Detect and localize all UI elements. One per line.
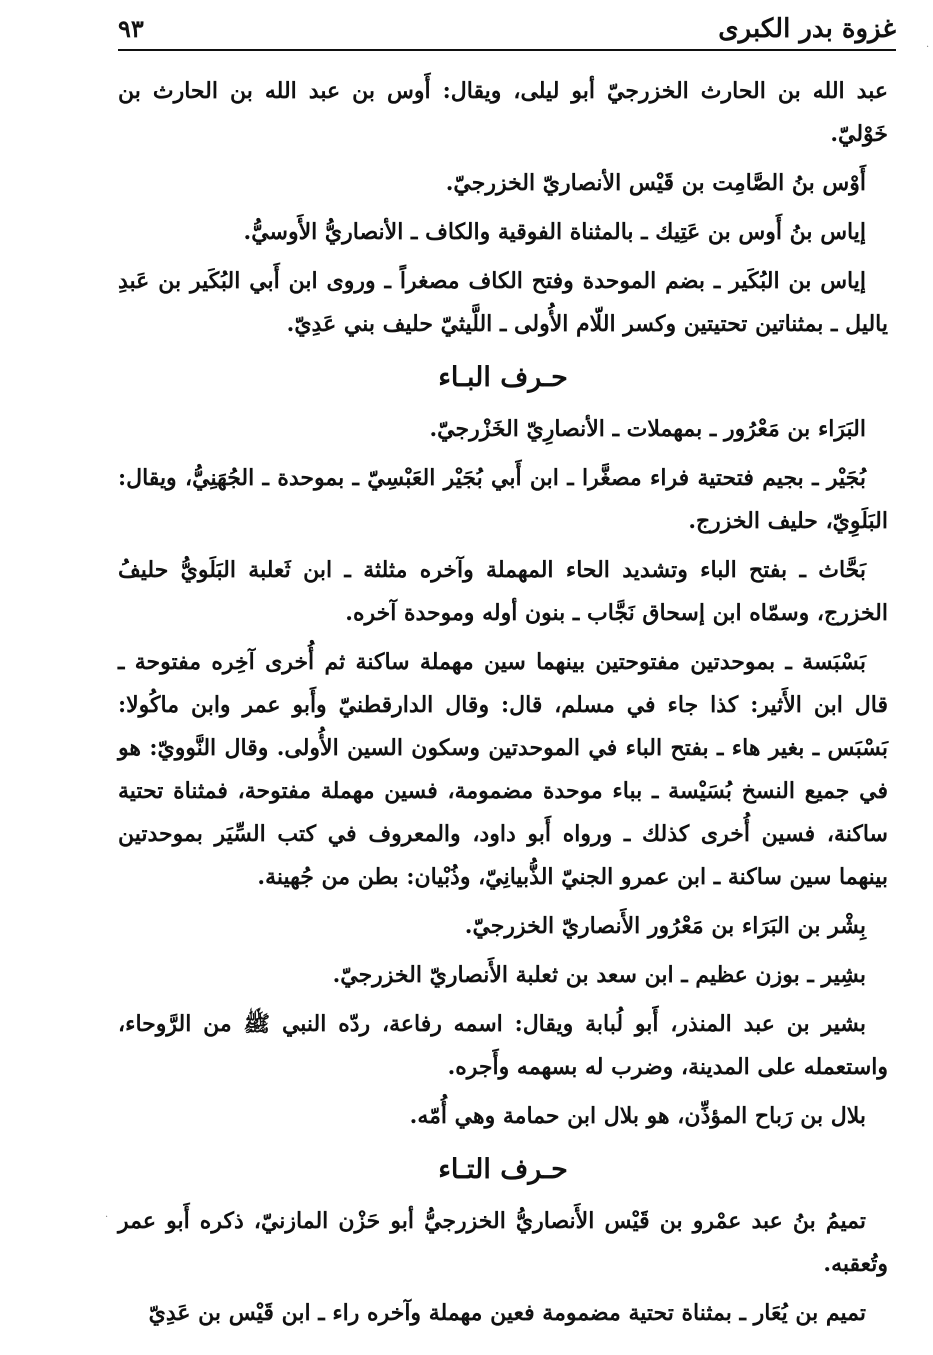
entry-paragraph: إياس بنُ أَوس بن عَتِيك ـ بالمثناة الفوقية والكاف ـ الأنصاريُّ الأَوسيُّ. [243,219,866,245]
scan-speck: · [926,42,930,53]
entry-paragraph: عبد الله بن الحارث الخزرجيّ أبو ليلى، ويقال: أَوس بن عبد الله بن الحارث بن خَوْليّ. [118,78,888,147]
entry-paragraph: بِشْر بن البَرَاء بن مَعْرُور الأَنصاريّ الخزرجيّ. [464,913,866,939]
entry-paragraph: بشِير ـ بوزن عظيم ـ ابن سعد بن ثعلبة الأَنصاريّ الخزرجيّ. [332,962,866,988]
header-rule [118,49,896,51]
section-heading-ba: حـرف البـاء [438,362,568,393]
entry-paragraph: إياس بن البُكَير ـ بضم الموحدة وفتح الكاف مصغراً ـ وروى ابن أَبي البُكَير بن عَبدِ ياليل ـ بمثناتين تحتيتين وكسر اللّام الأُولى ـ اللَّيثيّ حليف بني عَدِيّ. [118,268,888,337]
entry-paragraph: أَوْس بنُ الصَّامِت بن قَيْس الأنصاريّ الخزرجيّ. [445,170,866,196]
entry-paragraph: بشير بن عبد المنذر، أَبو لُبابة ويقال: اسمه رفاعة، ردّه النبي ﷺ من الرَّوحاء، واستعمله على المدينة، وضرب له بسهمه وأَجره. [118,1011,888,1080]
document-body [118,70,888,1341]
running-header [118,14,896,48]
entry-paragraph: بَسْبَسة ـ بموحدتين مفتوحتين بينهما سين مهملة ساكنة ثم أُخرى آخِره مفتوحة ـ قال ابن الأَثير: كذا جاء في مسلم، قال: وقال الدارقطنيّ وأَبو عمر وابن ماكُولا: بَسْبَس ـ بغير هاء ـ بفتح الباء في الموحدتين وسكون السين الأُولى. وقال النَّوويّ: هو في جميع النسخ بُسَيْسة ـ بباء موحدة مضمومة، فسين مهملة مفتوحة، فمثناة تحتية ساكنة، فسين أُخرى كذلك ـ ورواه أَبو داود، والمعروف في كتب السِّيَر بموحدتين بينهما سين ساكنة ـ ابن عمرو الجنيّ الذُّبيانِيّ، وذُبْيان: بطن من جُهينة. [118,649,888,890]
entry-paragraph: بلال بن رَباح المؤذِّن، هو بلال ابن حمامة وهي أُمّه. [409,1103,866,1129]
entry-paragraph: تميمُ بنُ عبد عمْرو بن قَيْس الأَنصاريُّ الخزرجيُّ أبو حَزْن المازنيّ، ذكره أَبو عمر وتُعقبه. [118,1208,888,1277]
entry-paragraph: بَحَّاث ـ بفتح الباء وتشديد الحاء المهملة وآخره مثلثة ـ ابن ثَعلبة البَلَويُّ حليفُ الخزرج، وسمّاه ابن إسحاق نَجَّاب ـ بنون أوله وموحدة آخره. [118,557,888,626]
page-number: ٩٣ [118,14,144,43]
entry-paragraph: البَرَاء بن مَعْرُور ـ بمهملات ـ الأنصارِيّ الخَزْرجيّ. [429,416,866,442]
section-heading-ta: حـرف التـاء [438,1154,568,1185]
scan-speck: · [105,1212,109,1223]
entry-paragraph: تميم بن يُعَار ـ بمثناة تحتية مضمومة فعين مهملة وآخره راء ـ ابن قَيْس بن عَدِيّ [148,1300,866,1326]
entry-paragraph: بُجَيْر ـ بجيم فتحتية فراء مصغَّرا ـ ابن أَبي بُجَيْر العَبْسِيّ ـ بموحدة ـ الجُهَنِيُّ، ويقال: البَلَوِيّ، حليف الخزرج. [118,465,888,534]
header-title: غزوة بدر الكبرى [718,14,896,44]
